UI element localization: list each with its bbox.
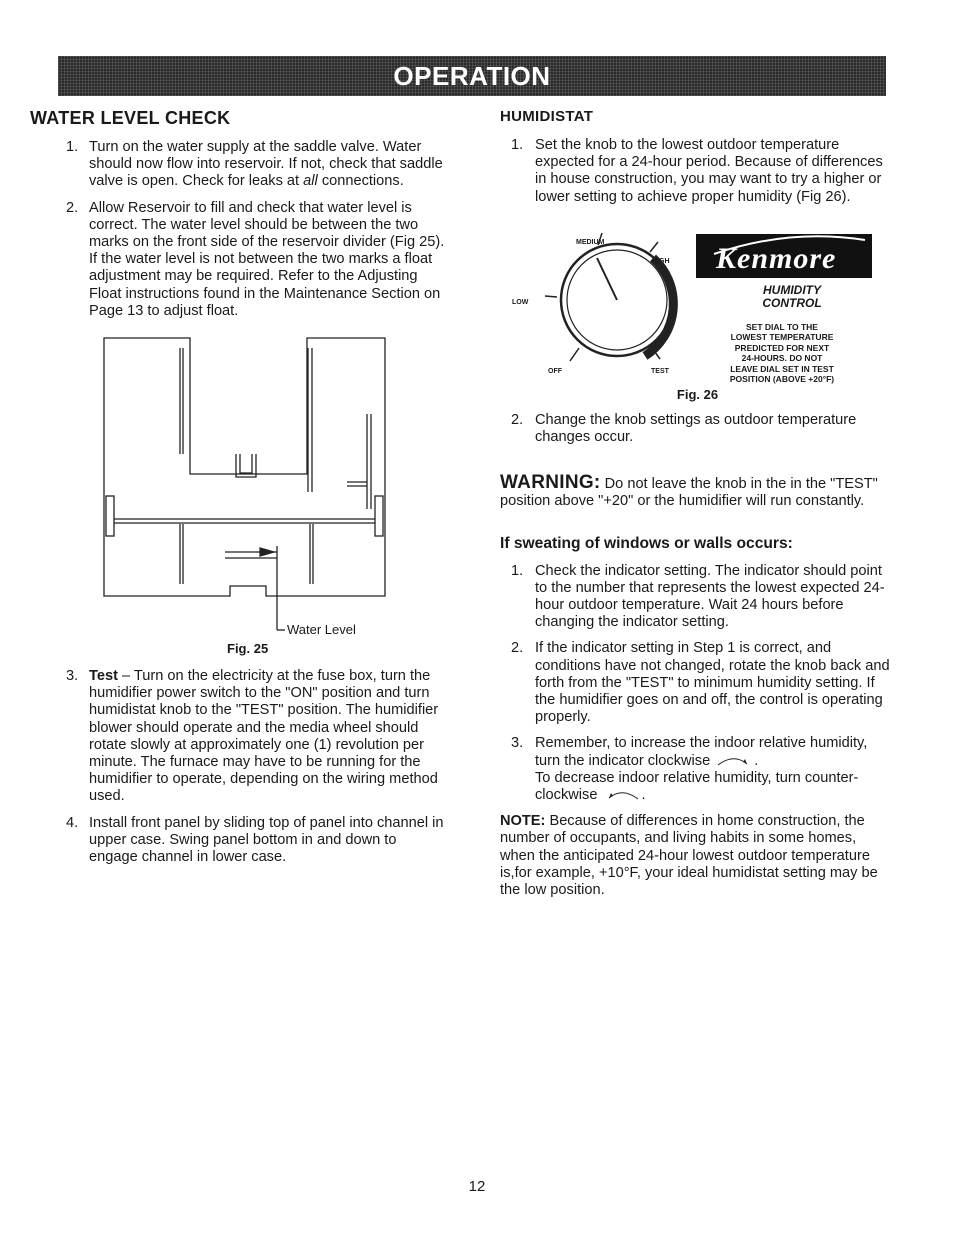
note-label: NOTE: — [500, 813, 546, 830]
list-item: 3. Test – Turn on the electricity at the fuse box, turn the humidifier power switch to the "ON" position and turn humidistat knob to the "TEST" position. The humidifier blower should operate and the media wheel should rotate slowly at approximately one (1) revolution per minute. The furnace may have to be running for the humidifier to operate, depending on the wiring method used. — [66, 668, 439, 805]
list-item: 4. Install front panel by sliding top of panel into channel in upper case. Swing panel bottom in and down to engage channel in lower case. — [66, 814, 444, 866]
sweating-heading: If sweating of windows or walls occurs: — [500, 534, 793, 552]
water-level-column — [30, 108, 448, 875]
sweating-steps — [500, 563, 895, 805]
note-paragraph: NOTE: Because of differences in home construction, the number of occupants, and living habits in some homes, when the anticipated 24-hour lowest outdoor temperature is,for example, +10°F, your ideal humidistat setting may be the low position. — [500, 813, 878, 899]
warning-paragraph: WARNING: Do not leave the knob in the in the "TEST" position above "+20" or the humidifier will run constantly. — [500, 472, 878, 510]
page-number: 12 — [468, 1178, 486, 1195]
list-item: 2. Change the knob settings as outdoor temperature changes occur. — [511, 411, 857, 446]
humidity-control-title: HUMIDITY CONTROL — [762, 282, 822, 310]
water-level-label: Water Level — [287, 622, 356, 638]
section-banner — [58, 56, 886, 96]
water-level-steps-continued — [30, 668, 448, 866]
dial-label-off: OFF — [548, 367, 562, 375]
fig-25-reservoir-diagram — [30, 334, 448, 657]
warning-label: WARNING: — [500, 472, 601, 494]
water-level-heading: WATER LEVEL CHECK — [30, 108, 231, 128]
humidistat-column — [500, 108, 895, 899]
humidistat-steps — [500, 137, 895, 206]
counter-clockwise-arrow-icon — [602, 789, 642, 801]
dial-label-test: TEST — [651, 367, 669, 375]
list-item: 1. Turn on the water supply at the saddle valve. Water should now flow into reservoir. If not, check that saddle valve is open. Check for leaks at all connections. — [66, 139, 443, 190]
list-item: 1. Check the indicator setting. The indicator should point to the number that represents the lowest expected 24-hour outdoor temperature. Wait 24 hours before changing the indicator setting. — [511, 562, 885, 631]
water-level-steps — [30, 139, 448, 320]
dial-label-high: HIGH — [652, 257, 670, 265]
section-title: OPERATION — [393, 60, 551, 91]
fig-26-caption: Fig. 26 — [676, 386, 719, 402]
humidistat-steps-continued — [500, 412, 895, 446]
list-item: 2. Allow Reservoir to fill and check that water level is correct. The water level should be between the two marks on the front side of the reservoir divider (Fig 25). If the water level is not between the two marks a float adjustment may be required. Refer to the Adjusting Float instructions found in the Maintenance Section on Page 13 to adjust float. — [66, 199, 445, 319]
list-item: 2. If the indicator setting in Step 1 is correct, and conditions have not changed, rotate the knob back and forth from the "TEST" to minimum humidity setting. If the humidifier goes on and off, the control is operating properly. — [511, 640, 890, 726]
humidistat-heading: HUMIDISTAT — [500, 108, 594, 125]
list-item: 3. Remember, to increase the indoor relative humidity, turn the indicator clockwise . To decrease indoor relative humidity, turn counter-clockwise . — [511, 735, 868, 804]
kenmore-wordmark: Kenmore — [716, 241, 837, 275]
fig-26-humidity-control — [500, 218, 895, 383]
fig-25-caption: Fig. 25 — [227, 641, 269, 657]
list-item: 1. Set the knob to the lowest outdoor temperature expected for a 24-hour period. Because of differences in house construction, you may want to try a higher or lower setting to achieve proper humidity (Fig 26). — [511, 137, 883, 205]
dial-label-low: LOW — [512, 298, 529, 306]
clockwise-arrow-icon — [714, 755, 754, 767]
dial-instructions: SET DIAL TO THE LOWEST TEMPERATURE PREDICTED FOR NEXT 24-HOURS. DO NOT LEAVE DIAL SET IN TEST POSITION (ABOVE +20°F) — [729, 321, 835, 385]
dial-label-medium: MEDIUM — [576, 238, 605, 246]
reservoir-diagram — [30, 334, 448, 644]
